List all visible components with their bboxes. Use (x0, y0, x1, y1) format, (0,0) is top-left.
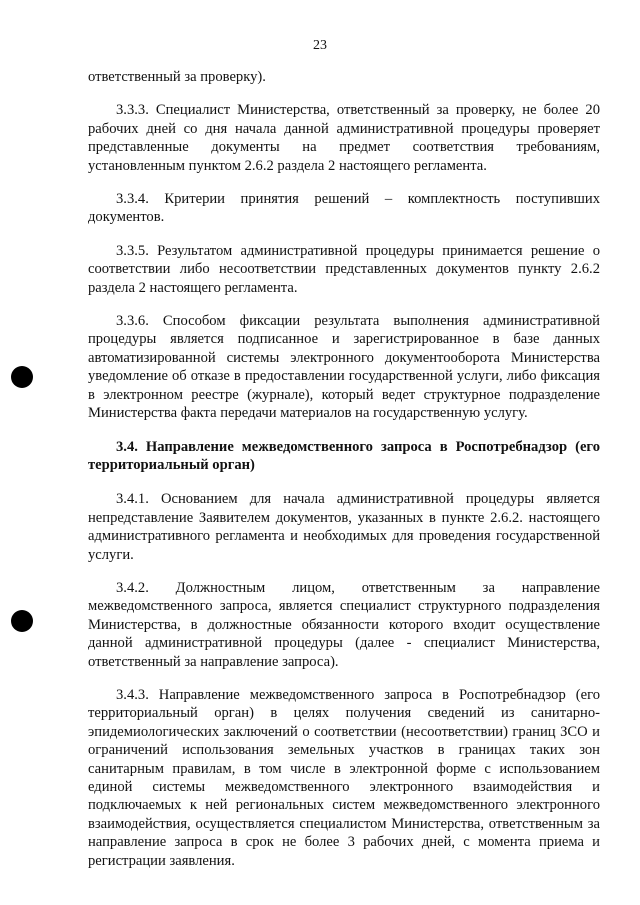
paragraph-3-3-5: 3.3.5. Результатом административной процедуры принимается решение о соответствии либо несоответствии представленных документов пункту 2.6.2 раздела 2 настоящего регламента. (88, 242, 600, 296)
section-heading-3-4: 3.4. Направление межведомственного запроса в Роспотребнадзор (его территориальный орган) (88, 438, 600, 473)
paragraph-3-3-3: 3.3.3. Специалист Министерства, ответственный за проверку, не более 20 рабочих дней со дня начала данной административной процедуры проверяет представленные документы на предмет соответствия требованиям, установленным пунктом 2.6.2 раздела 2 настоящего регламента. (88, 102, 600, 174)
page-number: 23 (313, 38, 327, 53)
punch-hole-mark (11, 366, 33, 388)
paragraph-3-4-3: 3.4.3. Направление межведомственного запроса в Роспотребнадзор (его территориальный орган) в целях получения сведений из санитарно-эпидемиологических заключений о соответствии (несоответствии) границ ЗСО и ограничений использования земельных участков в границах таких зон санитарным правилам, в том числе в электронной форме с использованием единой системы межведомственного электронного взаимодействия и подключаемых к ней региональных систем межведомственного электронного взаимодействия, осуществляется специалистом Министерства, ответственным за направление запроса в срок не более 3 рабочих дней, с момента приема и регистрации заявления. (88, 686, 600, 869)
paragraph-continuation: ответственный за проверку). (88, 69, 266, 85)
punch-hole-mark (11, 610, 33, 632)
document-body (88, 68, 600, 885)
paragraph-3-3-4: 3.3.4. Критерии принятия решений – комплектность поступивших документов. (88, 191, 600, 226)
paragraph-3-3-6: 3.3.6. Способом фиксации результата выполнения административной процедуры является подписанное и зарегистрированное в базе данных автоматизированной системы электронного документооборота Министерства уведомление об отказе в предоставлении государственной услуги, либо фиксация в электронном реестре (журнале), который ведет структурное подразделение Министерства факта передачи материалов на государственную услугу. (88, 313, 600, 422)
paragraph-3-4-2: 3.4.2. Должностным лицом, ответственным за направление межведомственного запроса, является специалист структурного подразделения Министерства, в должностные обязанности которого входит осуществление данной административной процедуры (далее - специалист Министерства, ответственный за направление запроса). (88, 579, 600, 670)
paragraph-3-4-1: 3.4.1. Основанием для начала административной процедуры является непредставление Заявителем документов, указанных в пункте 2.6.2. настоящего административного регламента и необходимых для проведения государственной услуги. (88, 491, 600, 563)
